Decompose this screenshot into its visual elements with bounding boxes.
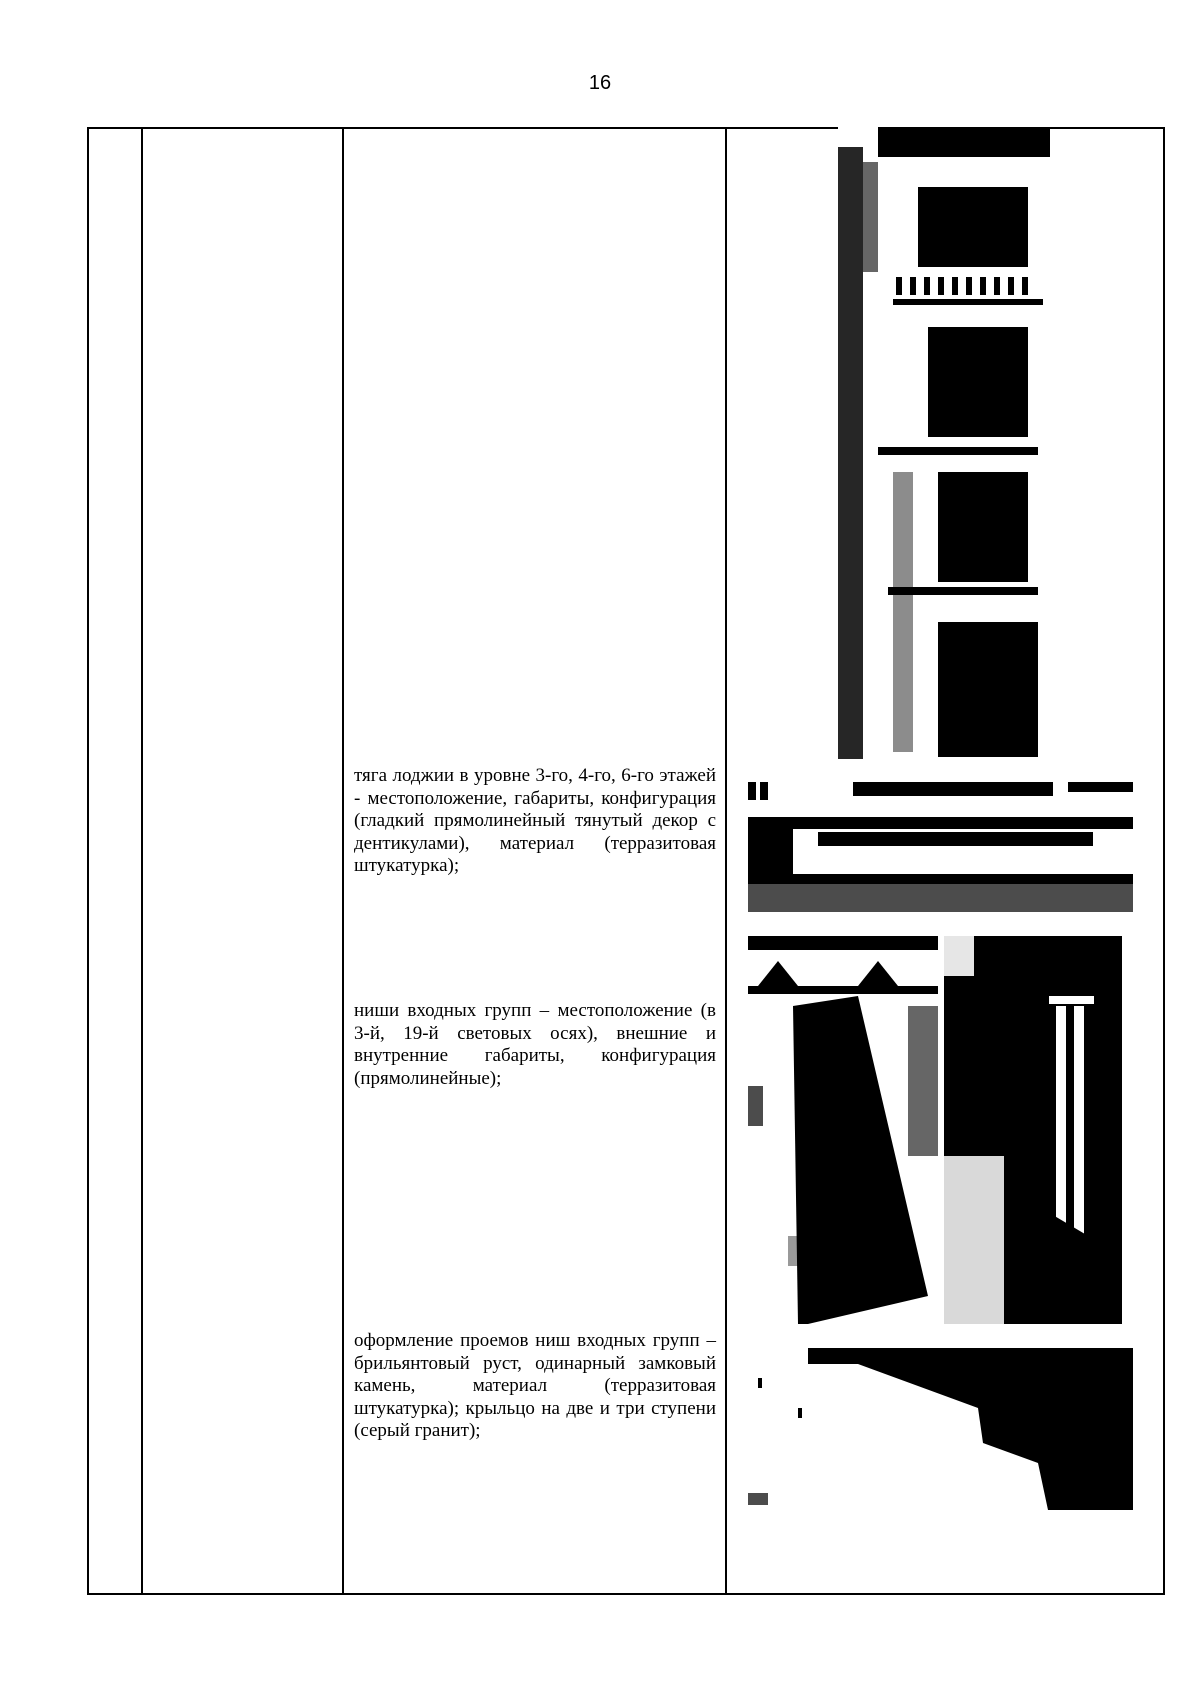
page-number: 16 xyxy=(588,72,612,94)
entry-text-entrance-niches: ниши входных групп – местоположение (в 3-й, 19-й световых осях), внешние и внутренние габариты, конфигурация (прямолинейные); xyxy=(354,1000,716,1089)
column-divider-2 xyxy=(342,127,344,1595)
entry-text-niche-openings: оформление проемов ниш входных групп – брильянтовый руст, одинарный замковый камень, материал (терразитовая штукатурка); крыльцо на две и три ступени (серый гранит); xyxy=(354,1330,716,1441)
column-divider-3 xyxy=(725,127,727,1595)
entrance-niche-photo-right xyxy=(944,936,1122,1324)
porch-steps-photo xyxy=(748,1348,1133,1510)
entry-text-loggia-cornice: тяга лоджии в уровне 3-го, 4-го, 6-го этажей - местоположение, габариты, конфигурация (гладкий прямолинейный тянутый декор с дентикулами), материал (терразитовая штукатурка); xyxy=(354,765,716,876)
column-divider-1 xyxy=(141,127,143,1595)
entrance-niche-photo-left xyxy=(748,936,938,1324)
loggia-cornice-photo xyxy=(748,782,1133,912)
facade-loggias-photo xyxy=(838,127,1050,759)
